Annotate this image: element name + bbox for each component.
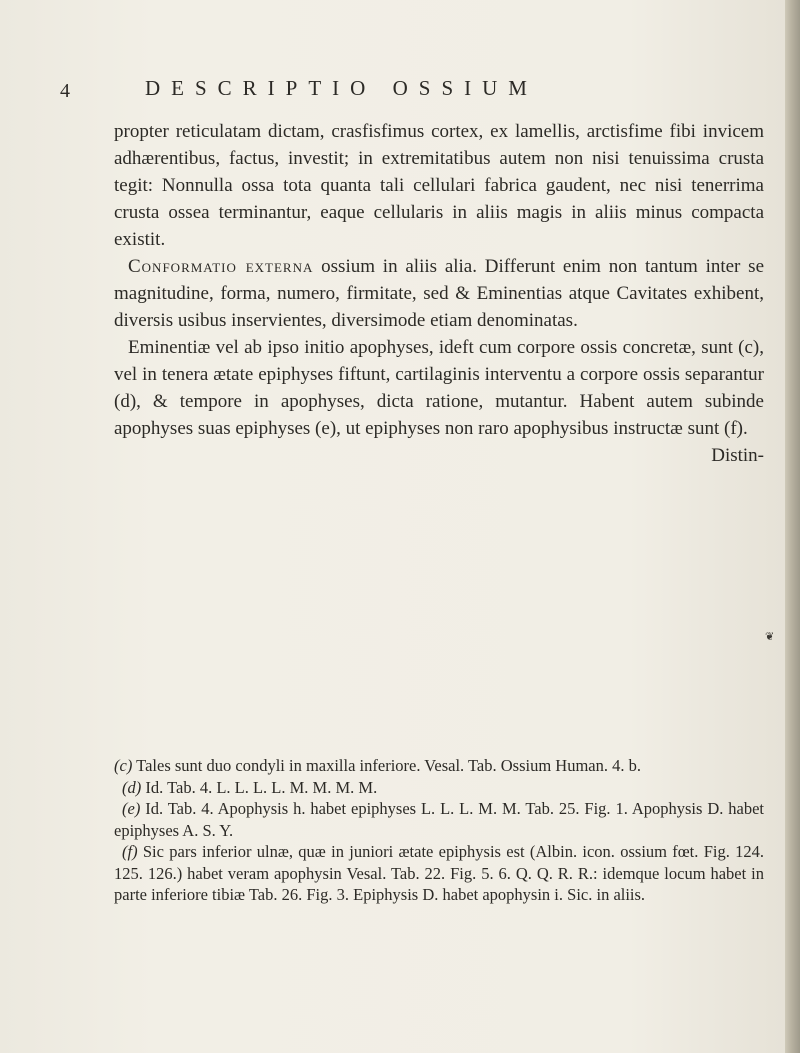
footnote-marker: (d) bbox=[122, 777, 142, 797]
paragraph-2 bbox=[114, 253, 764, 334]
footnote-text: Sic pars inferior ulnæ, quæ in juniori ætate epiphysis est (Albin. icon. ossium fœt. Fig. 124. 125. 126.) habet veram apophysin Vesal. Tab. 22. Fig. 5. 6. Q. Q. R. R.: idemque locum habet in parte inferiore tibiæ Tab. 26. Fig. 3. Epiphysis D. habet apophysin i. Sic. in aliis. bbox=[114, 842, 764, 904]
footnote-text: Tales sunt duo condyli in maxilla inferiore. Vesal. Tab. Ossium Human. 4. b. bbox=[132, 756, 641, 775]
paragraph-1: propter reticulatam dictam, crasfisfimus cortex, ex lamellis, arctisfime fibi invicem adhærentibus, factus, investit; in extremitatibus autem non nisi tenuissima crusta tegit: Nonnulla ossa tota quanta tali cellulari fabrica gaudent, nec nisi tenerrima crusta ossea terminantur, eaque cellularis in aliis magis in aliis minus compacta existit. bbox=[114, 121, 764, 250]
margin-ornament-icon: ❦ bbox=[765, 631, 775, 643]
footnote-text: Id. Tab. 4. L. L. L. L. M. M. M. M. bbox=[141, 777, 378, 797]
paragraph-2-text: ossium in aliis alia. Differunt enim non tantum inter se magnitudine, forma, numero, firmitate, sed & Eminentias atque Cavitates exhibent, diversis usibus inservientes, diversimode etiam denominatas. bbox=[114, 256, 765, 331]
section-heading: Conformatio externa bbox=[128, 256, 314, 277]
page-number: 4 bbox=[60, 80, 70, 102]
footnote-e bbox=[114, 798, 764, 841]
footnote-c bbox=[114, 755, 764, 777]
catchword: Distin- bbox=[711, 445, 764, 466]
footnote-d bbox=[114, 777, 764, 799]
footnotes bbox=[114, 755, 764, 906]
running-title: DESCRIPTIO OSSIUM bbox=[145, 76, 538, 100]
paragraph-3: Eminentiæ vel ab ipso initio apophyses, ideft cum corpore ossis concretæ, sunt (c), vel in tenera ætate epiphyses fiftunt, cartilaginis interventu a corpore ossis separantur (d), & tempore in apophyses, dicta ratione, mutantur. Habent autem subinde apophyses suas epiphyses (e), ut epiphyses non raro apophysibus instructæ sunt (f). bbox=[114, 337, 764, 439]
main-text bbox=[114, 118, 764, 469]
footnote-marker: (f) bbox=[122, 842, 138, 861]
footnote-marker: (c) bbox=[114, 756, 133, 775]
footnote-marker: (e) bbox=[122, 799, 141, 818]
binding-edge bbox=[785, 0, 800, 1053]
footnote-f bbox=[114, 841, 764, 906]
page-header bbox=[60, 76, 760, 106]
footnote-text: Id. Tab. 4. Apophysis h. habet epiphyses L. L. L. M. M. Tab. 25. Fig. 1. Apophysis D. habet epiphyses A. S. Y. bbox=[114, 799, 764, 840]
